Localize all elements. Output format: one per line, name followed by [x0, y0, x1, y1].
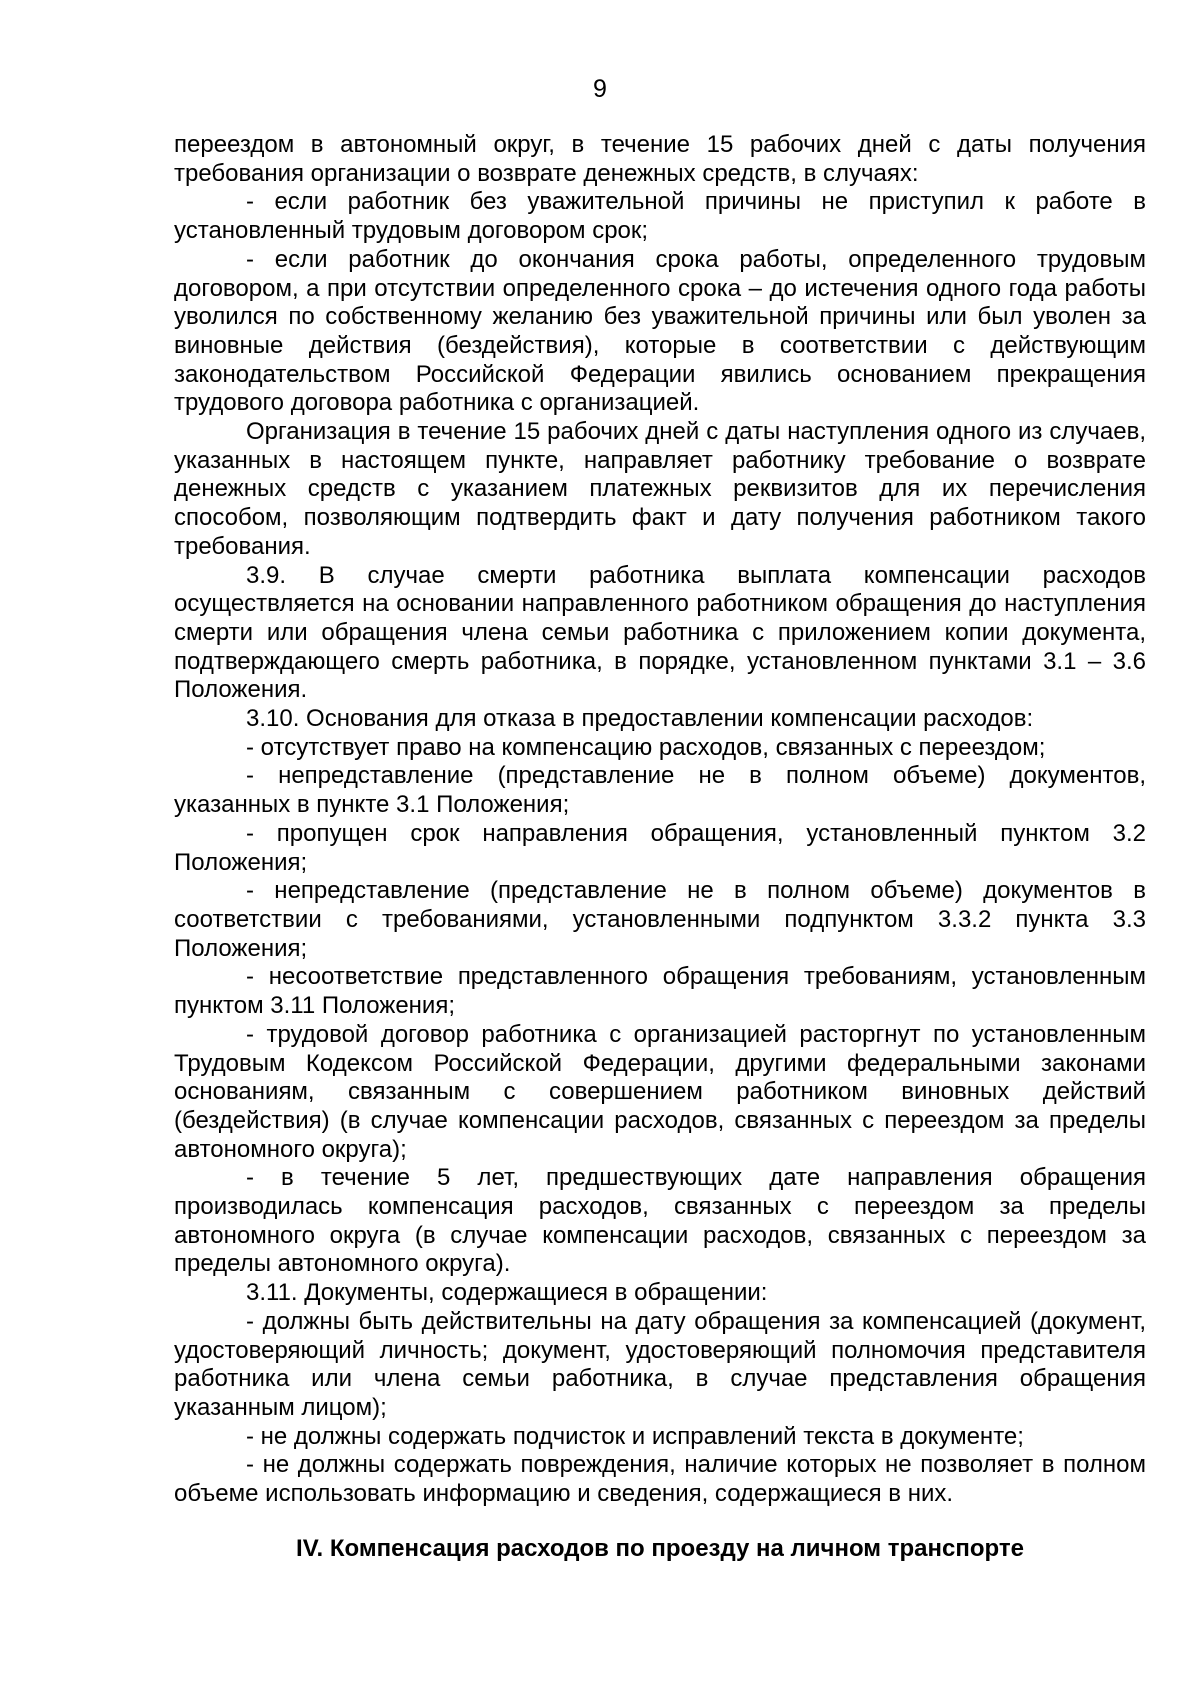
paragraph-6: 3.10. Основания для отказа в предоставлении компенсации расходов: [246, 705, 1034, 733]
paragraph-2: - если работник без уважительной причины не приступил к работе в установленный трудовым договором срок; [174, 188, 1146, 245]
paragraph-15: - должны быть действительны на дату обращения за компенсацией (документ, удостоверяющий личность; документ, удостоверяющий полномочия представителя работника или члена семьи работника, в случае представления обращения указанным лицом); [174, 1307, 1146, 1421]
paragraph-17: - не должны содержать повреждения, наличие которых не позволяет в полном объеме использовать информацию и сведения, содержащиеся в них. [174, 1451, 1146, 1508]
paragraph-9: - пропущен срок направления обращения, установленный пунктом 3.2 Положения; [174, 819, 1146, 876]
paragraph-7: - отсутствует право на компенсацию расходов, связанных с переездом; [246, 733, 1046, 761]
paragraph-1: переездом в автономный округ, в течение 15 рабочих дней с даты получения требования организации о возврате денежных средств, в случаях: [174, 131, 1146, 187]
paragraph-14: 3.11. Документы, содержащиеся в обращении: [246, 1279, 768, 1307]
paragraph-5: 3.9. В случае смерти работника выплата компенсации расходов осуществляется на основании направленного работником обращения до наступления смерти или обращения члена семьи работника с приложением копии документа, подтверждающего смерть работника, в порядке, установленном пунктами 3.1 – 3.6 Положения. [174, 561, 1146, 704]
document-body [174, 131, 1146, 1563]
paragraph-10: - непредставление (представление не в полном объеме) документов в соответствии с требованиями, установленными подпунктом 3.3.2 пункта 3.3 Положения; [174, 877, 1146, 962]
paragraph-4: Организация в течение 15 рабочих дней с даты наступления одного из случаев, указанных в настоящем пункте, направляет работнику требование о возврате денежных средств с указанием платежных реквизитов для их перечисления способом, позволяющим подтвердить факт и дату получения работником такого требования. [174, 418, 1146, 560]
paragraph-16: - не должны содержать подчисток и исправлений текста в документе; [246, 1422, 1024, 1450]
section-heading: IV. Компенсация расходов по проезду на личном транспорте [296, 1534, 1024, 1562]
paragraph-8: - непредставление (представление не в полном объеме) документов, указанных в пункте 3.1 Положения; [174, 762, 1146, 819]
paragraph-12: - трудовой договор работника с организацией расторгнут по установленным Трудовым Кодексом Российской Федерации, другими федеральными законами основаниям, связанным с совершением работником виновных действий (бездействия) (в случае компенсации расходов, связанных с переездом за пределы автономного округа); [174, 1020, 1146, 1163]
paragraph-13: - в течение 5 лет, предшествующих дате направления обращения производилась компенсация расходов, связанных с переездом за пределы автономного округа (в случае компенсации расходов, связанных с переездом за пределы автономного округа). [174, 1164, 1146, 1278]
paragraph-3: - если работник до окончания срока работы, определенного трудовым договором, а при отсутствии определенного срока – до истечения одного года работы уволился по собственному желанию без уважительной причины или был уволен за виновные действия (бездействия), которые в соответствии с действующим законодательством Российской Федерации явились основанием прекращения трудового договора работника с организацией. [174, 245, 1146, 417]
page-number: 9 [593, 75, 607, 103]
paragraph-11: - несоответствие представленного обращения требованиям, установленным пунктом 3.11 Положения; [174, 963, 1146, 1020]
